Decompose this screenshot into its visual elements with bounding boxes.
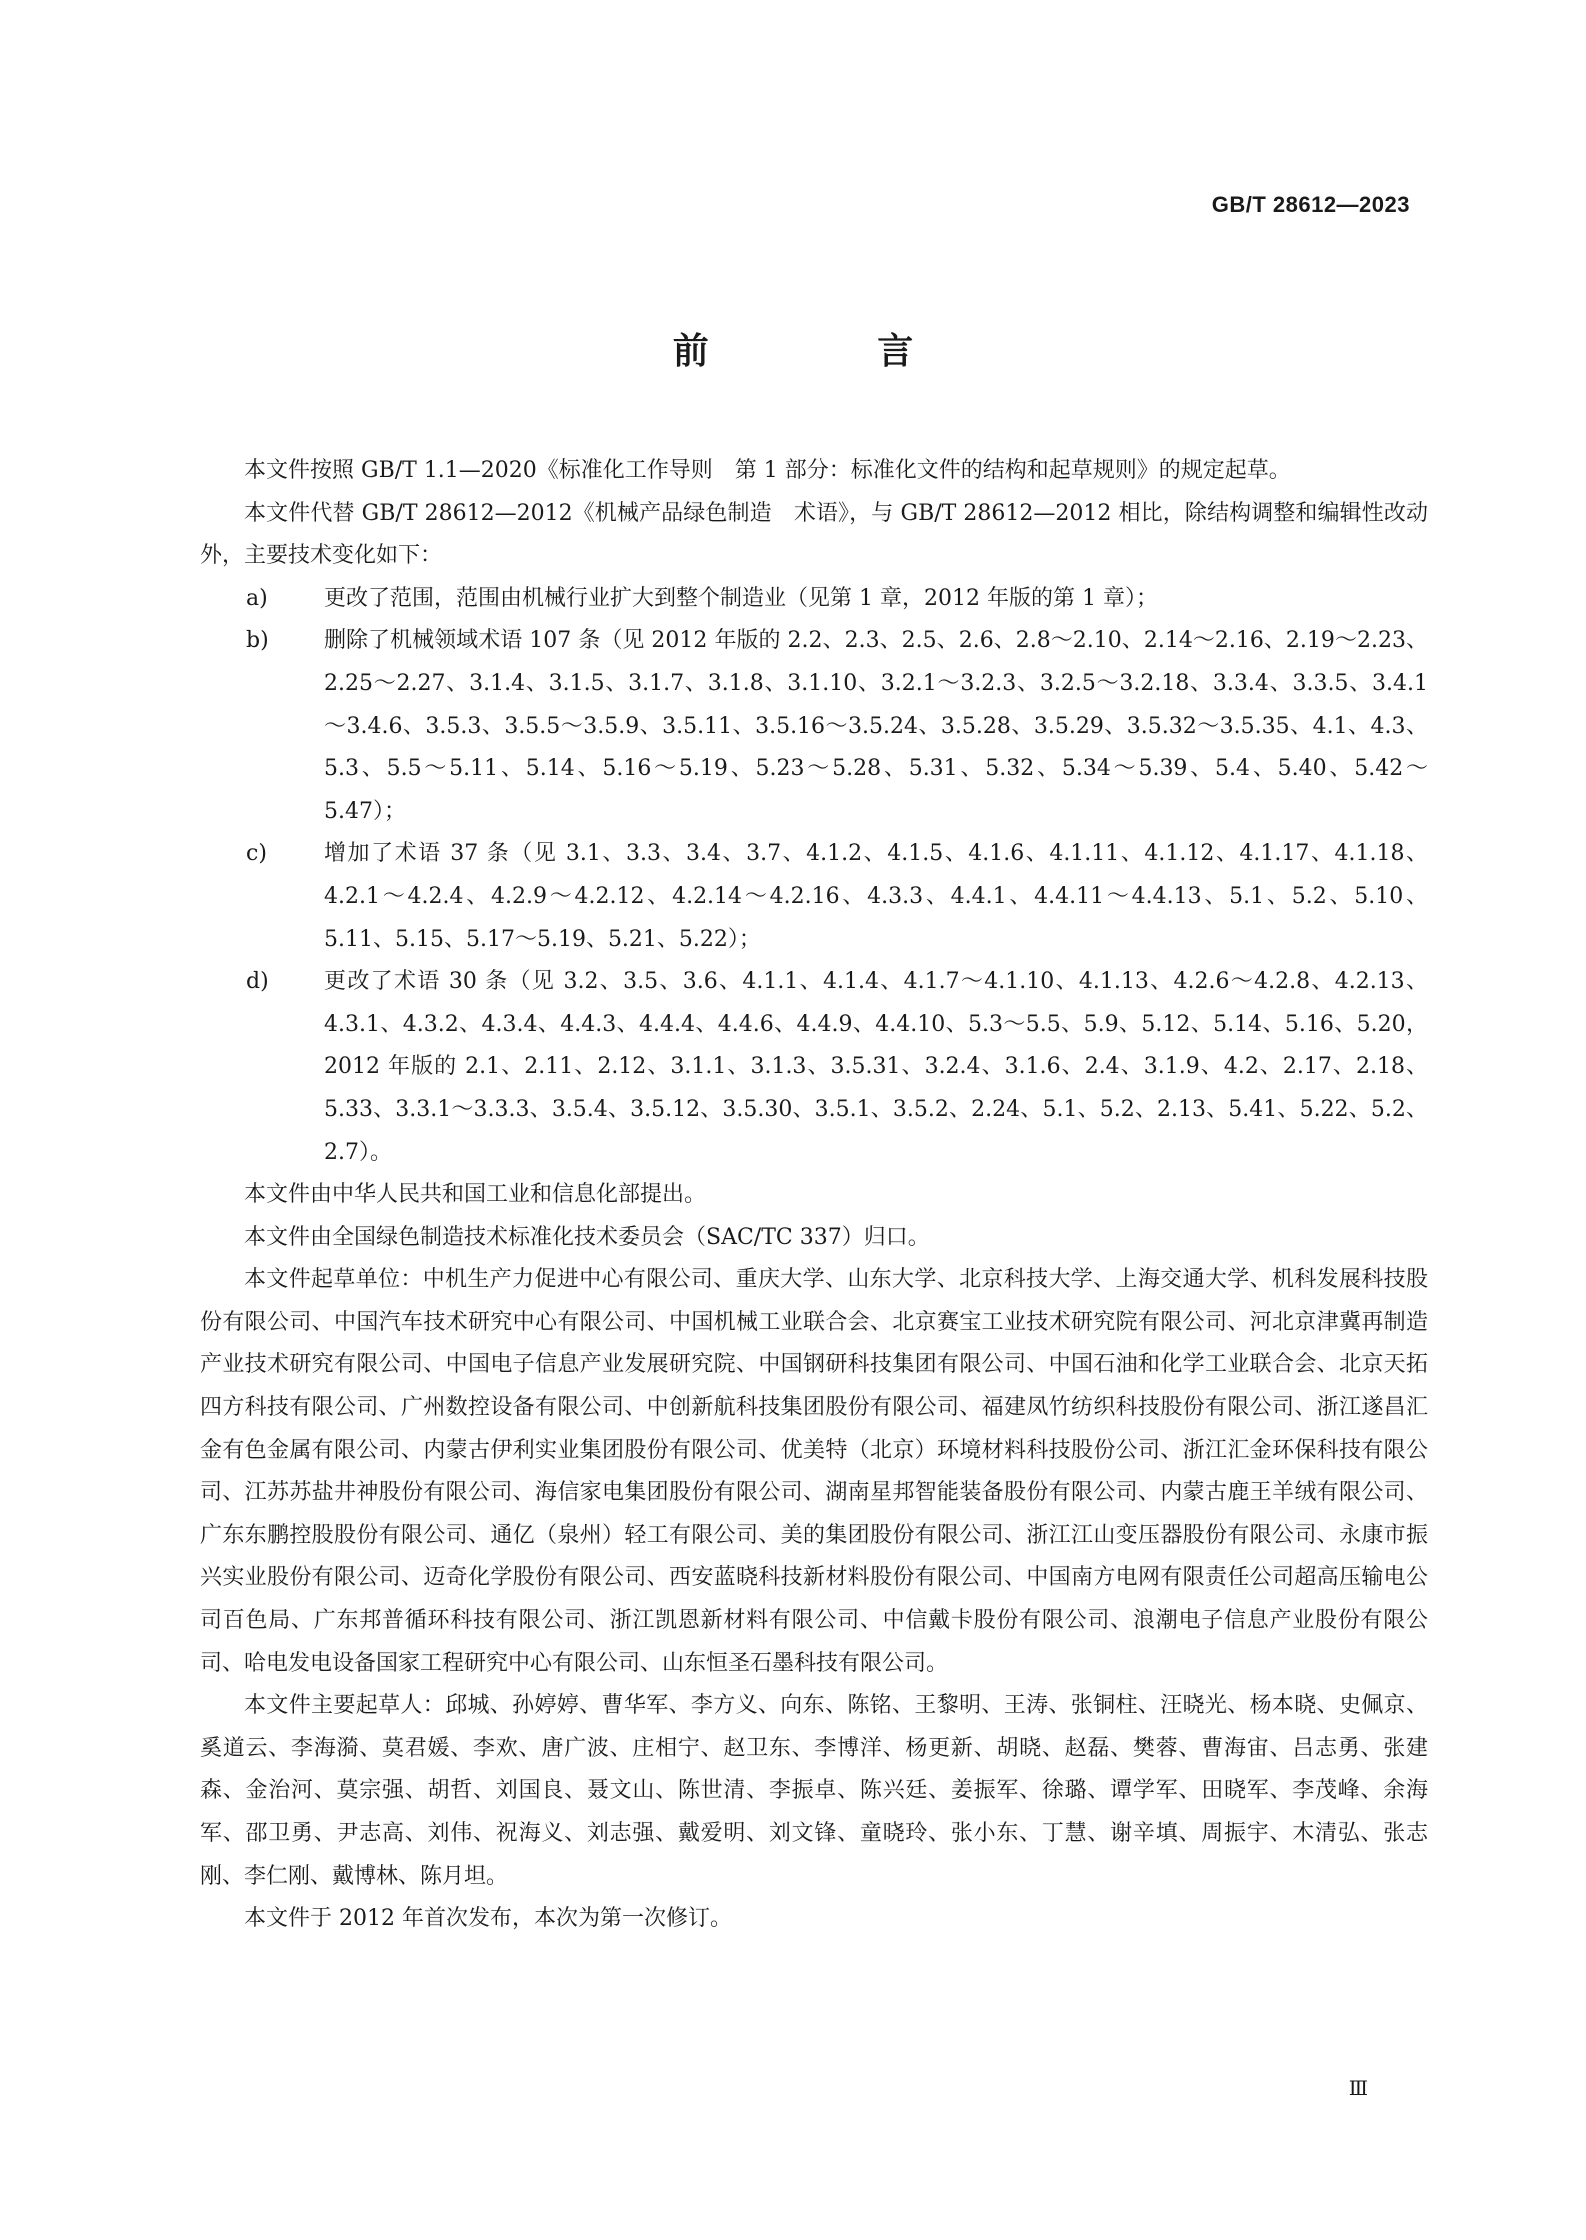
- changes-list: [200, 578, 1428, 1174]
- list-item-text: 删除了机械领域术语 107 条（见 2012 年版的 2.2、2.3、2.5、2.6、2.8～2.10、2.14～2.16、2.19～2.23、2.25～2.27、3.1.4、3.1.5、3.1.7、3.1.8、3.1.10、3.2.1～3.2.3、3.2.5～3.2.18、3.3.4、3.3.5、3.4.1～3.4.6、3.5.3、3.5.5～3.5.9、3.5.11、3.5.16～3.5.24、3.5.28、3.5.29、3.5.32～3.5.35、4.1、4.3、5.3、5.5～5.11、5.14、5.16～5.19、5.23～5.28、5.31、5.32、5.34～5.39、5.4、5.40、5.42～5.47）；: [324, 628, 1428, 824]
- list-item-text: 增加了术语 37 条（见 3.1、3.3、3.4、3.7、4.1.2、4.1.5、4.1.6、4.1.11、4.1.12、4.1.17、4.1.18、4.2.1～4.2.4、4.2.9～4.2.12、4.2.14～4.2.16、4.3.3、4.4.1、4.4.11～4.4.13、5.1、5.2、5.10、5.11、5.15、5.17～5.19、5.21、5.22）；: [324, 841, 1428, 952]
- list-marker: c): [246, 841, 267, 867]
- paragraph-replacement: 本文件代替 GB/T 28612—2012《机械产品绿色制造 术语》，与 GB/T 28612—2012 相比，除结构调整和编辑性改动外，主要技术变化如下：: [200, 500, 1428, 569]
- page-title: 前 言: [672, 331, 992, 372]
- list-marker: b): [246, 628, 269, 654]
- list-item: [200, 833, 1428, 961]
- list-item: [200, 578, 1428, 621]
- paragraph-committee: 本文件由全国绿色制造技术标准化技术委员会（SAC/TC 337）归口。: [244, 1224, 930, 1250]
- standard-code: GB/T 28612—2023: [1211, 192, 1410, 217]
- paragraph-drafting-basis: 本文件按照 GB/T 1.1—2020《标准化工作导则 第 1 部分：标准化文件的结构和起草规则》的规定起草。: [244, 458, 1291, 483]
- page-number: Ⅲ: [1348, 2076, 1368, 2100]
- list-marker: a): [246, 585, 268, 611]
- list-item-text: 更改了范围，范围由机械行业扩大到整个制造业（见第 1 章，2012 年版的第 1 章）；: [324, 585, 1158, 611]
- paragraph-drafting-units: 本文件起草单位：中机生产力促进中心有限公司、重庆大学、山东大学、北京科技大学、上海交通大学、机科发展科技股份有限公司、中国汽车技术研究中心有限公司、中国机械工业联合会、北京赛宝工业技术研究院有限公司、河北京津冀再制造产业技术研究有限公司、中国电子信息产业发展研究院、中国钢研科技集团有限公司、中国石油和化学工业联合会、北京天拓四方科技有限公司、广州数控设备有限公司、中创新航科技集团股份有限公司、福建凤竹纺织科技股份有限公司、浙江遂昌汇金有色金属有限公司、内蒙古伊利实业集团股份有限公司、优美特（北京）环境材料科技股份公司、浙江汇金环保科技有限公司、江苏苏盐井神股份有限公司、海信家电集团股份有限公司、湖南星邦智能装备股份有限公司、内蒙古鹿王羊绒有限公司、广东东鹏控股股份有限公司、通亿（泉州）轻工有限公司、美的集团股份有限公司、浙江江山变压器股份有限公司、永康市振兴实业股份有限公司、迈奇化学股份有限公司、西安蓝晓科技新材料股份有限公司、中国南方电网有限责任公司超高压输电公司百色局、广东邦普循环科技有限公司、浙江凯恩新材料有限公司、中信戴卡股份有限公司、浪潮电子信息产业股份有限公司、哈电发电设备国家工程研究中心有限公司、山东恒圣石墨科技有限公司。: [200, 1267, 1428, 1676]
- document-body: [200, 450, 1428, 1941]
- paragraph-proposer: 本文件由中华人民共和国工业和信息化部提出。: [244, 1182, 707, 1208]
- list-marker: d): [246, 969, 269, 995]
- list-item: [200, 961, 1428, 1174]
- paragraph-drafters: 本文件主要起草人：邱城、孙婷婷、曹华军、李方义、向东、陈铭、王黎明、王涛、张铜柱、汪晓光、杨本晓、史佩京、奚道云、李海漪、莫君媛、李欢、唐广波、庄相宁、赵卫东、李博洋、杨更新、胡晓、赵磊、樊蓉、曹海宙、吕志勇、张建森、金治河、莫宗强、胡哲、刘国良、聂文山、陈世清、李振卓、陈兴廷、姜振军、徐璐、谭学军、田晓军、李茂峰、余海军、邵卫勇、尹志高、刘伟、祝海义、刘志强、戴爱明、刘文锋、童晓玲、张小东、丁慧、谢辛填、周振宇、木清弘、张志刚、李仁刚、戴博林、陈月坦。: [200, 1693, 1428, 1889]
- paragraph-history: 本文件于 2012 年首次发布，本次为第一次修订。: [244, 1906, 732, 1932]
- list-item: [200, 620, 1428, 833]
- list-item-text: 更改了术语 30 条（见 3.2、3.5、3.6、4.1.1、4.1.4、4.1.7～4.1.10、4.1.13、4.2.6～4.2.8、4.2.13、4.3.1、4.3.2、4.3.4、4.4.3、4.4.4、4.4.6、4.4.9、4.4.10、5.3～5.5、5.9、5.12、5.14、5.16、5.20，2012 年版的 2.1、2.11、2.12、3.1.1、3.1.3、3.5.31、3.2.4、3.1.6、2.4、3.1.9、4.2、2.17、2.18、5.33、3.3.1～3.3.3、3.5.4、3.5.12、3.5.30、3.5.1、3.5.2、2.24、5.1、5.2、2.13、5.41、5.22、5.2、2.7）。: [324, 969, 1428, 1165]
